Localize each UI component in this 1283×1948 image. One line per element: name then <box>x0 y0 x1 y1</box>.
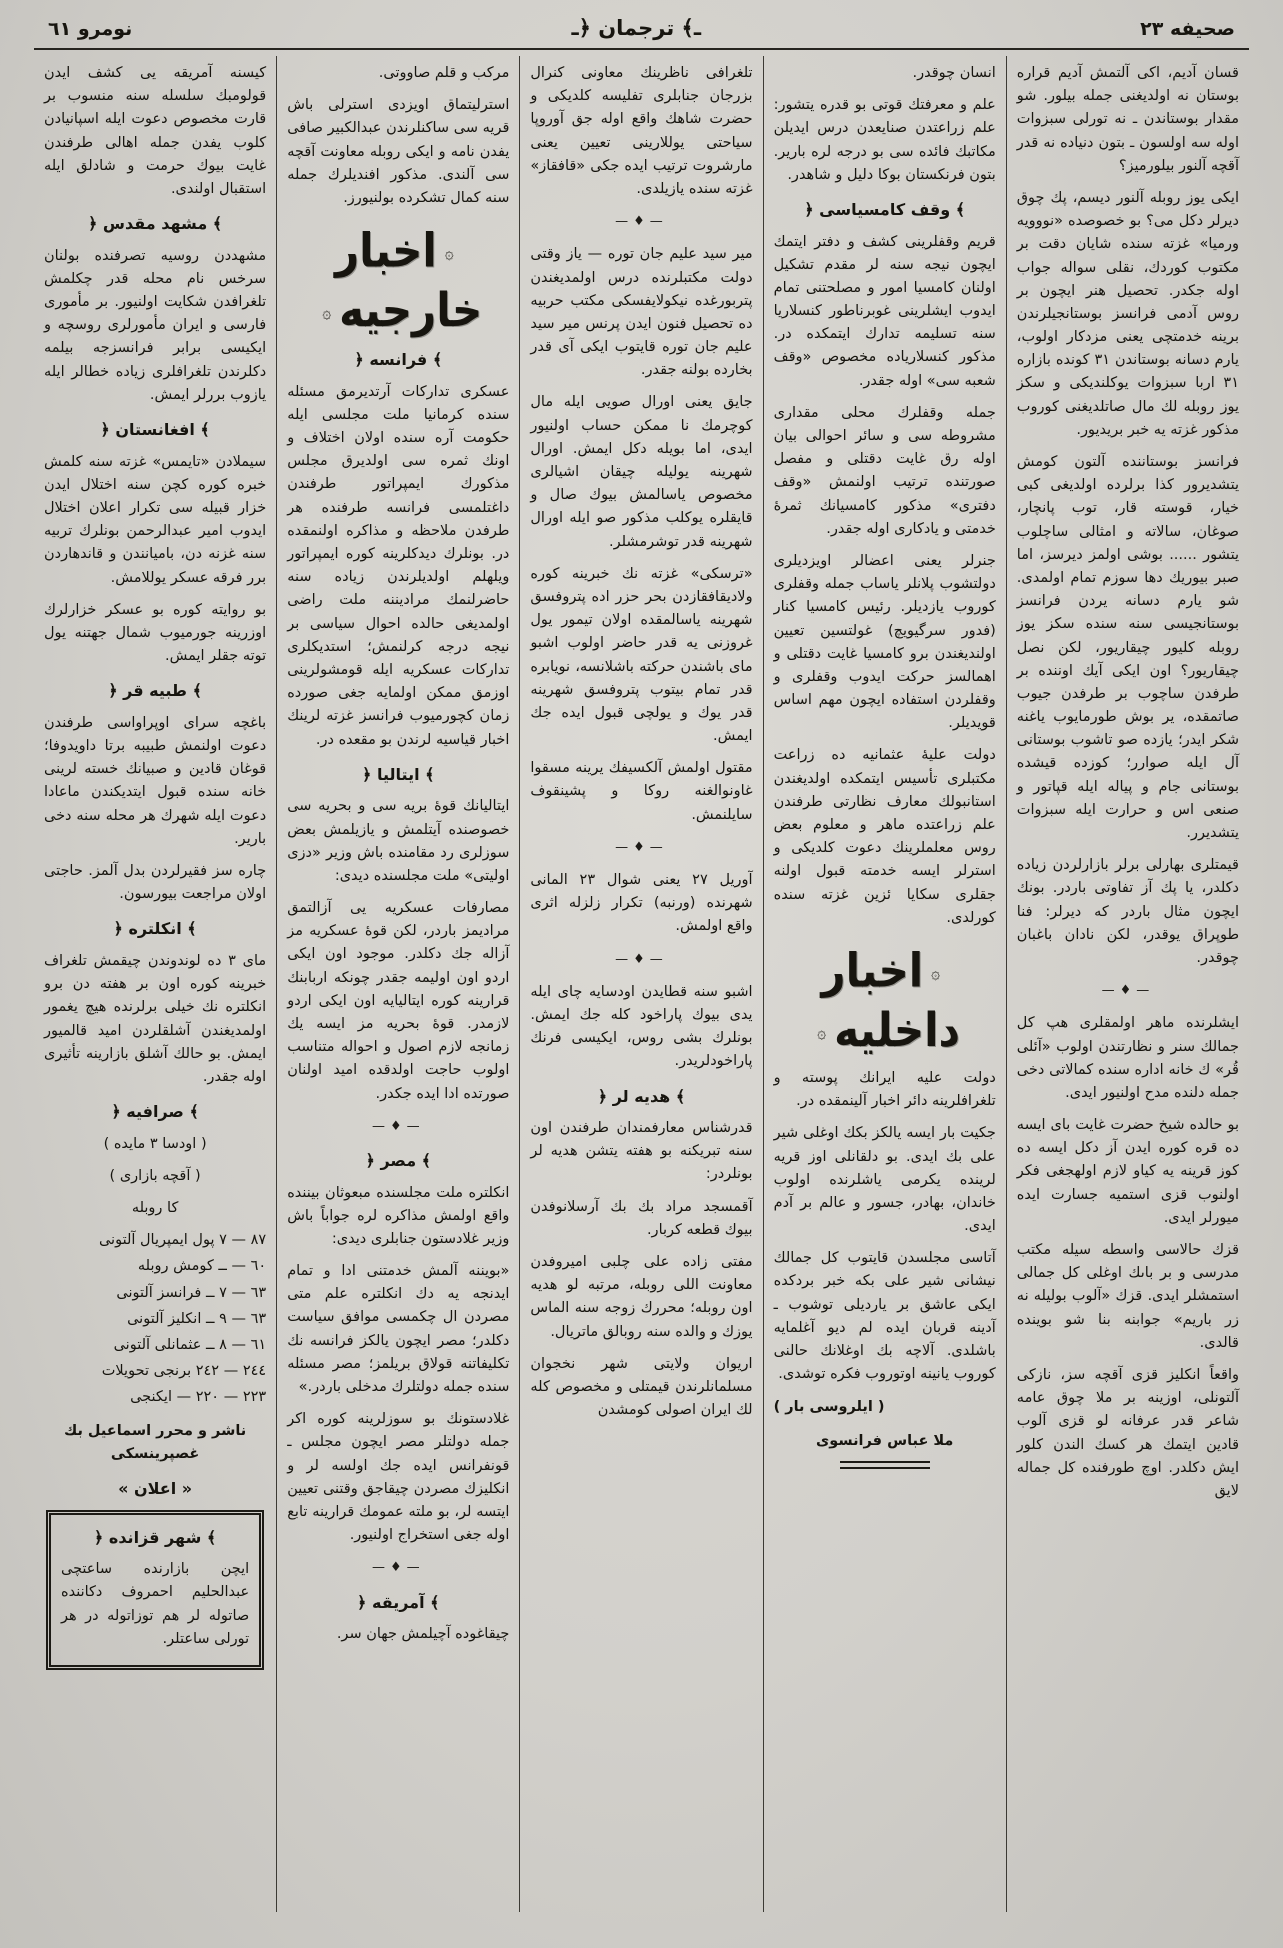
issue-number: نومرو ٦١ <box>48 18 133 40</box>
article-paragraph: عسكرى تداركات آرتديرمق مسئله سنده كرمانيا ملت مجلسى ايله حكومت آره سنده اولان اختلاف و اونك ثمره سى اولديرق مجلس مذكورك ايمپراتور طرفندن داغتلمسى فرانسه طرفنده هر طرفدن ملاحظه و مذاكره اولنمقده در. بونلرك ديدكلرينه كوره ايمپراتور ويلهلم اولديلرندن زياده سنه حاضرلنمك مراديننه ملت راضى اولمديغى حالده احوال سياسى بر نيجه درجه كرلنمش؛ استديكلرى تداركات عسكريه ايله قومشولرينى اوزمق ممكن اولمايه جغى صورده زمان كچورميوب فرانسز غزته لرينك اخبار قياسيه لرندن بو مقعده در. <box>287 383 510 748</box>
article-paragraph: بو روايته كوره بو عسكر خزارلرك اوزرينه جورميوب شمال جهتنه يول توته جقلر ايمش. <box>43 601 267 665</box>
exchange-rates <box>44 1229 266 1409</box>
column-2 <box>763 56 1006 1912</box>
article-paragraph: چيقاغوده آچيلمش جهان سر. <box>336 1626 510 1643</box>
article-paragraph: مفتى زاده على چلبى اميروفدن معاونت اللى روبله، مرتبه لو هديه اون روبله؛ محررك زوجه سنه الماس يوزك و والده سنه روبالق ماتريال. <box>530 1254 753 1340</box>
article-heading: ﴾ فرانسه ﴿ <box>354 350 443 370</box>
article-paragraph: قسان آديم، اكى آلتمش آديم قراره بوستان نه اولديغنى جمله بيلور. شو مقدار بوستاندن ـ نه تورلى سبزوات اوله سه اولسون ـ بتون دنياده نه قدر آقچه آلنور بيلورميز؟ <box>1016 65 1239 174</box>
article-paragraph: باغچه سراى اوپراواسى طرفندن دعوت اولنمش طبيبه برتا داويدوفا؛ قوغان قادين و صبيانك خسته لرينى خانه سنده قبول ايتديكندن ماعادا دعوت ايله شهرك هر محله سنه دخى بارير. <box>43 714 267 847</box>
advert-box <box>46 1510 264 1670</box>
article-paragraph: «بويننه آلمش خدمتنى ادا و تمام ايدنجه يه دك انكلتره علم متى مصردن ال چكمسى موافق سياست دكلدر؛ مصر ايچون يالكز فرانسه نك تكليفاتنه قولاق بريلمز؛ مصر مسئله سنده جمله دولتلرك مدخلى باردر.» <box>287 1263 510 1396</box>
article-paragraph: قريم وقفلرينى كشف و دفتر ايتمك ايچون نيجه سنه لر مقدم تشكيل اولنان كامسيا امور و مصلحتنى تمام ايدوب ايشلرينى غوبرناطور كنسلاريا سنه تسليمه تدارك ايتمكده در. مذكور كنسلارياده مخصوص «وقف شعبه سى» اوله جقدر. <box>773 233 996 389</box>
article-paragraph: كيسنه آمريقه يى كشف ايدن قولومبك سلسله سنه منسوب بر قارت مخصوص دعوت ايله اسپانيادن كلوب يفدن جمله اهالى طرفندن غايت بيوك حرمت و شادلق ايله استقبال اولندى. <box>43 65 267 197</box>
news-section-title: ۞ اخبار خارجيه ۞ <box>287 222 509 340</box>
article-divider <box>1017 979 1239 1002</box>
article-paragraph: ( اودسا ٣ مايده ) <box>103 1135 207 1152</box>
article-divider <box>530 836 752 859</box>
article-divider <box>287 1115 509 1138</box>
columns-area <box>34 56 1249 1912</box>
article-paragraph: كا روبله <box>131 1200 179 1217</box>
article-paragraph: دولت عليه ايرانك پوسته و تلغرافلرينه دائر اخبار آلينمقده در. <box>773 1069 996 1110</box>
page-number: صحيفه ۲۳ <box>1140 18 1235 40</box>
article-heading: ﴾ طبيه قر ﴿ <box>108 681 202 701</box>
signature-line: ناشر و محرر اسماعيل بك غصپرينسكى <box>63 1422 247 1462</box>
end-rule <box>840 1461 930 1469</box>
article-heading: « اعلان » <box>118 1478 193 1498</box>
article-paragraph: بو حالده شيخ حضرت غايت باى ايسه ده قره كوره ايدن آز دكل ايسه ده كوز قرينه يه كياو لازم اولهجغى فكر اولنوب قزى استميه جسارت ايده ميورلر ايدى. <box>1016 1117 1239 1226</box>
article-paragraph: آتاسى مجلسدن قايتوب كل جمالك نيشانى شير على بكه خبر بردكده ايكى عاشق بر يارديلى توشوب ـ آدينه قربان ايده لم ديو آغلمايه باشلدى. آلاچه بك اوغلانك حالنى كوروب يانينه اوتوروب فكره توشدى. <box>773 1250 996 1383</box>
exchange-rate-line: ٢٤٤ — ٢٤٢ برنجى تحويلات <box>101 1363 267 1380</box>
advert-title: ﴾ شهر قزانده ﴿ <box>93 1527 217 1547</box>
article-paragraph: «ترسكى» غزته نك خبرينه كوره ولاديقافقازدن بحر حزر اده پتروفسق شهرينه ياسالمقده اولان تيمور يول غروزنى يه قدر حاضر اولوب اشبو ماى باشندن حركته باشلانسه، نويابره قدر تمام بيتوب پتروفسق شهرينه قدر يوك و يولچى قبول ايده جك ايمش. <box>530 565 753 745</box>
article-paragraph: غلادستونك بو سوزلرينه كوره اكر جمله دولتلر مصر ايچون مجلس ـ قونفرانس ايده جك اولسه لر و انكليزك مصردن چيقاجق وقتنى تعيين ايتسه لر، بو ملته عمومك قرارينه تابع اوله جغى استخراج اولنيور. <box>287 1411 510 1544</box>
article-paragraph: مير سيد عليم جان توره — ياز وقتى دولت مكتبلرنده درس اولمديغندن پتربورغده نيكولايفسكى مكتب حربيه ده تحصيل فنون ايدن پرنس مير سيد عليم جان توره قايتوب ايكى آى قدر بخارده بولنه جقدر. <box>530 246 753 379</box>
exchange-rate-line: ٨٧ — ٧ پول ايمپريال آلتونى <box>98 1232 267 1249</box>
article-divider <box>287 1556 509 1579</box>
article-paragraph: ايكى يوز روبله آلنور ديسم، پك چوق ديرلر دكل مى؟ بو خصوصده «نووويه ورميا» غزته سنده شايان دقت بر مكتوب كوردك، نقلى سواله جواب اوله جكدر. تحصيل هنر ايچون بر روس آدمى فرانسز بوستانجيلرندن برينه خدمتچى يعنى مزدكار اولوب، يارم دسانه بوستاندن ٣١ كونده بازاره ٣١ اربا سبزوات يوكلنديكى و سكز يوز روبله لك مال صاتلديغنى كوروب مذكور غزته يه خبر بريديور. <box>1016 189 1239 438</box>
exchange-rate-line: ٦١ — ٨ ــ عثمانلى آلتونى <box>113 1337 267 1354</box>
article-heading: ﴾ هديه لر ﴿ <box>597 1086 686 1106</box>
masthead-title: ـ﴾ ترجمان ﴿ـ <box>571 16 701 40</box>
signature-line: ملا عباس فرانسوى <box>815 1432 954 1449</box>
article-heading: ﴾ صرافيه ﴿ <box>111 1102 199 1122</box>
exchange-rate-line: ٦٣ — ٩ ــ انكليز آلتونى <box>127 1310 267 1327</box>
article-heading: ﴾ وقف كامسياسى ﴿ <box>804 199 966 219</box>
article-heading: ﴾ ايتاليا ﴿ <box>362 764 435 784</box>
article-paragraph: چاره سز فقيرلردن بدل آلمز. حاجتى اولان مراجعت بيورسون. <box>43 863 267 903</box>
article-paragraph: دولت عليهٔ عثمانيه ده زراعت مكتبلرى تأسيس ايتمكده اولديغندن استانبولك معارف نظارتى طرفندن علم زراعتده ماهر و معلوم بعض روس معلملرينك دعوت كلديكى و استرلر ايسه خدمته قبول اولنه جقلرى سكايا ئزين غزته سنده كورلدى. <box>773 747 996 926</box>
article-paragraph: استرليتماق اويزدى استرلى باش قريه سى ساكنلرندن عبدالكبير صافى يفدن نامه و ايكى روبله معاونت آقچه سى آلندى. مذكور افنديلرك جمله سنه كمال تشكرده بولنيورز. <box>287 97 510 206</box>
article-paragraph: جايق يعنى اورال صويى ايله مال كوچرمك نا ممكن حساب اولنيور ايدى، اما بويله دكل ايمش. اورال شهرينه يوليله چيقان اشيالرى مخصوص ياسالمش بيوك صال و قايقلره يوكلب مذكور صو ايله اورال شهرينه قدر توشرمشلر. <box>530 394 753 550</box>
article-paragraph: قدرشناس معارفمندان طرفندن اون سنه تبريكنه بو هفته يتشن هديه لر بونلردر: <box>530 1120 753 1183</box>
article-heading: ﴾ مصر ﴿ <box>365 1150 432 1170</box>
exchange-rate-line: ٦٣ — ٧ ــ فرانسز آلتونى <box>116 1284 267 1301</box>
article-paragraph: تلغرافى ناظرينك معاونى كنرال بزرجان جنابلرى تفليسه كلديكى و حضرت شاهك واقع اوله جق آوروپا سياحتى يوللارينى تعيين يعنى مارشروت ترتيب ايده جكى «قافقاز» غزته سنده يازيلدى. <box>530 65 753 197</box>
article-paragraph: جكيت بار ايسه يالكز بكك اوغلى شير على بك ايدى. بو دلقانلى اوز قريه لرينده يكرمى ياشلرنده اولوب خاندان، بهادر، جسور و عالم بر آدم ايدى. <box>773 1125 996 1235</box>
article-heading: ﴾ افغانستان ﴿ <box>100 420 210 440</box>
article-paragraph: آوريل ۲۷ يعنى شوال ۲۳ المانى شهرنده (ورنبه) تكرار زلزله اثرى واقع اولمش. <box>530 872 753 935</box>
column-5 <box>34 56 276 1912</box>
article-heading: ﴾ آمريقه ﴿ <box>357 1592 440 1612</box>
article-paragraph: اشبو سنه قطايدن اودسايه چاى ايله يدى بيوك پاراخود كله جك ايمش. بونلرك بشى روس، ايكيسى فرنك پاراخودلريدر. <box>530 983 753 1070</box>
article-paragraph: آقمسجد مراد بك بك آرسلانوفدن بيوك قطعه كربار. <box>530 1198 753 1238</box>
article-paragraph: مصارفات عسكريه يى آزالتمق مراديمز باردر، لكن قوهٔ عسكريه مز آزاله جك دكلدر. موجود اون ايكى اردو اون اوليمه جقدر چونكه اربابنك قرارينه كوره ايتاليايه اون ايكى اردو لازمدر. قوهٔ بحريه مز ايسه يك زمانجه لازم اصول و احواله متناسب اولوب حاجت اولدقده اميد اولنان صورتده ادا ايده جكدر. <box>287 900 510 1102</box>
article-paragraph: جنرلر يعنى اعضالر اويزديلرى دولتشوب پلانلر ياساب جمله وقفلرى كوروب يازديلر. رئيس كامسيا كنار (فدور سرگيويچ) غولتسين تعيين اولنديغندن برو كامسيا غايت دقتلى و اهمالسز حركت ايدوب وقفلرى و وقفلردن استفاده ايچون مهم اساس قويديلر. <box>773 552 996 732</box>
article-paragraph: سيملادن «تايمس» غزته سنه كلمش خبره كوره كچن سنه اختلال ايدن خزار قبيله سى تكرار اعلان اختلال ايدوب امير عبدالرحمن بونلرك تربيه سنه غزنه دن، باميانندن و قاندهاردن برر فرقه عسكر يوللامش. <box>43 453 267 586</box>
exchange-rate-line: ٢٢٣ — ٢٢٠ — ايكنجى <box>130 1389 267 1406</box>
article-divider <box>530 210 752 233</box>
article-paragraph: علم و معرفتك قوتى بو قدره يتشور: علم زراعتدن صنايعدن درس ايديلن مكاتبك فائده سى بو درجه لره بارير. بتون فرنكستان بوكا دليل و شاهدر. <box>773 97 996 183</box>
article-paragraph: اريوان ولايتى شهر نخجوان مسلمانلرندن قيمتلى و مخصوص كله لك ايران اصولى كومشدن <box>530 1355 753 1419</box>
article-heading: ﴾ انكلتره ﴿ <box>113 919 197 939</box>
article-paragraph: قزك حالاسى واسطه سيله مكتب مدرسى و بر باىك اوغلى كل جمالى استمشلر ايدى. قزك «آلوب بوليله نه زر باريم» جوابنه بنا شو بوينده قالدى. <box>1016 1242 1239 1351</box>
news-section-title: ۞ اخبار داخليه ۞ <box>774 942 996 1060</box>
column-1 <box>1006 56 1249 1912</box>
masthead-bar <box>0 0 1283 46</box>
signature-line: ( ايلروسى بار ) <box>773 1399 885 1416</box>
article-paragraph: مقتول اولمش آلكسيفك يرينه مسقوا غاونوالغنه روكا و پشينقوف سايلنمش. <box>530 760 753 823</box>
article-paragraph: ايتاليانك قوهٔ بريه سى و بحريه سى خصوصنده آيتلمش و يازيلمش بعض سوزلرى رد مقامنده باش وزير «دزى اوليتى» ملت مجلسنده ديدى: <box>287 798 510 884</box>
article-divider <box>530 948 752 971</box>
article-paragraph: جمله وقفلرك محلى مقدارى مشروطه سى و سائر احوالى بيان اوله رق غايت دقتلى و مفصل صورتنده ترتيب اولنمش «وقف دفترى» مذكور كامسيانك ثمرهٔ خدمتى و يادكارى اوله جقدر. <box>773 404 996 537</box>
article-paragraph: واقعاً انكليز قزى آقچه سز، نازكى آلتونلى، اوزينه بر ملا چوق عامه شاعر قدر عرفانه لو قزى آلوب قادين ايتمك هر كسك الندن كلور ايش دكلدر. اوچ طورفنده كل جماله لايق <box>1016 1366 1239 1499</box>
article-paragraph: ايشلرنده ماهر اولمقلرى هپ كل جمالك سنر و نظارتندن اولوب «آئلى قُر» ك خانه اداره سنده كمالاتى دخى جمله دلنده مدح اولنيور ايدى. <box>1016 1015 1239 1101</box>
advert-text: ايچن بازارنده ساعتچى عبدالحليم احمروف دكاننده صاتوله لر هم توزاتوله در هر تورلى ساعتلر. <box>60 1561 250 1647</box>
exchange-rate-line: ٦٠ — ــ كومش روبله <box>137 1258 267 1275</box>
article-paragraph: مركب و قلم صاووتى. <box>378 65 510 81</box>
article-paragraph: ماى ٣ ده لوندوندن چيقمش تلغراف خبرينه كوره اون بر هفته دن برو انكلتره نك خيلى برلرنده هيچ يغمور اولمديغندن آشلقلردن اميد قالميور ايمش. بو حالك آشلق بازارينه تأثيرى اوله جقدر. <box>43 953 267 1085</box>
article-paragraph: قيمتلرى بهارلى برلر بازارلردن زياده دكلدر، يا پك آز تفاوتى باردر. بونك ايچون مثال باردر كه ديرلر: فنا طوپراق يوقدر، لكن نادان باغبان چوقدر. <box>1016 857 1239 966</box>
article-paragraph: مشهددن روسيه تصرفنده بولنان سرخس نام محله قدر چكلمش تلغرافدن شكايت اولنيور. بر مأمورى فارسى و ايران مأمورلرى روسچه و ايكيسى برابر فرانسزجه بيلمه دكلرندن تلغرافلرى زياده خطالر ايله يازوب بررلر ايمش. <box>43 247 267 403</box>
article-paragraph: فرانسز بوستاننده آلتون كومش يتشديرور كذا برلرده اولديغى كبى خيار، قوسته قار، توب پانچار، صوغان، سالاته و امثالى ساچلوب يتشور ...... بوشى اولمز ديرسز، اما صبر بيوريك دها سوزم تمام اولمدى. شو يارم دسانه يردن فرانسز بوستانجيسى سنه سنده سكز يوز روبله كليور چيقاريور، لكن نصل چيقاريور؟ اون ايكى آيك اوننده بر طرفدن ساچوب بر طرفدن جيوب صاتمقده، ير بوش طورمايوب ياغنه شكر ايدر؛ يازده صو تاشوب بوستانى آل ايله صوارر؛ كوزده قيشده بوستانى جام و پياله ايله قپاتور و صنعى اس و حرارت ايله سبزوات يتشديرر. <box>1016 454 1239 841</box>
article-paragraph: ( آقچه بازارى ) <box>109 1167 201 1184</box>
article-heading: ﴾ مشهد مقدس ﴿ <box>87 214 223 234</box>
article-paragraph: انكلتره ملت مجلسنده مبعوثان بيننده واقع اولمش مذاكره لره جواباً باش وزير غلادستون جنابلرى ديدى: <box>287 1184 510 1247</box>
column-4 <box>276 56 519 1912</box>
header-rule <box>34 48 1249 50</box>
column-3 <box>519 56 762 1912</box>
article-paragraph: انسان چوقدر. <box>912 65 996 81</box>
